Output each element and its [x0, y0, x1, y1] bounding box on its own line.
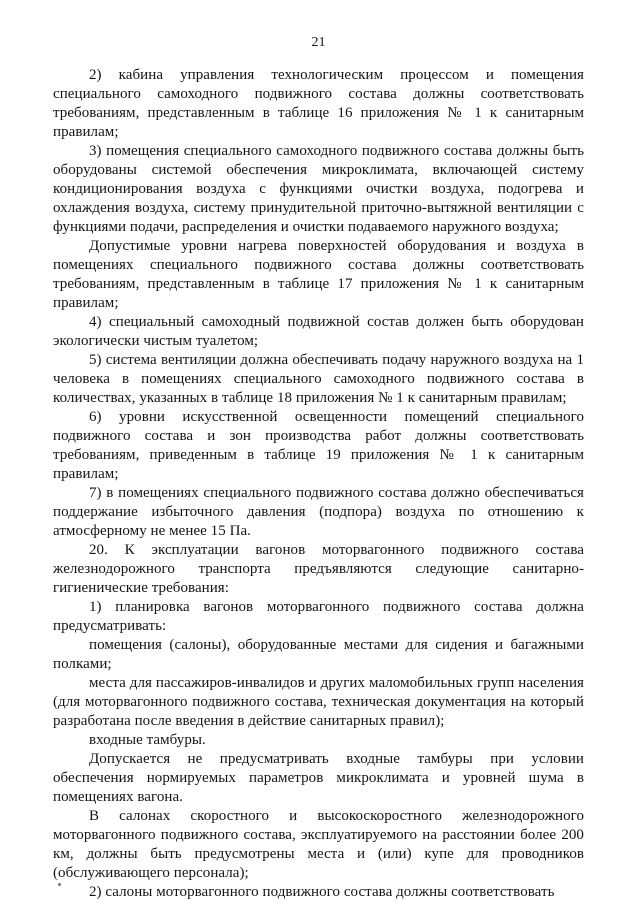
paragraph-item-5-ventilation: 5) система вентиляции должна обеспечивать подачу наружного воздуха на 1 человека в помещениях специального самоходного подвижного состава в количествах, указанных в таблице 18 приложения № 1 к санитарным правилам;	[53, 352, 584, 406]
paragraph-item-7-pressure: 7) в помещениях специального подвижного состава должно обеспечиваться поддержание избыточного давления (подпора) воздуха по отношению к атмосферному не менее 15 Па.	[53, 485, 584, 539]
paragraph-item-3-microclimate: 3) помещения специального самоходного подвижного состава должны быть оборудованы системой обеспечения микроклимата, включающей систему кондиционирования воздуха с функциями очистки воздуха, подогрева и охлаждения воздуха, систему принудительной приточно-вытяжной вентиляции с функциями подачи, распределения и очистки подаваемого наружного воздуха;	[53, 143, 584, 235]
paragraph-20-item-2-salons: 2) салоны моторвагонного подвижного состава должны соответствовать	[89, 884, 555, 900]
page-number: 21	[311, 35, 326, 50]
paragraph-conductor-places: В салонах скоростного и высокоскоростного железнодорожного моторвагонного подвижного состава, эксплуатируемого на расстоянии более 200 км, должны быть предусмотрены места и (или) купе для проводников (обслуживающего персонала);	[53, 808, 584, 881]
paragraph-salons: помещения (салоны), оборудованные местами для сидения и багажными полками;	[53, 637, 584, 672]
paragraph-20-item-1-layout: 1) планировка вагонов моторвагонного подвижного состава должна предусматривать:	[53, 599, 584, 634]
paragraph-disabled-seats: места для пассажиров-инвалидов и других маломобильных групп населения (для моторвагонного подвижного состава, техническая документация на который разработана после введения в действие санитарных правил);	[53, 675, 584, 729]
paragraph-heating-levels: Допустимые уровни нагрева поверхностей оборудования и воздуха в помещениях специального подвижного состава должны соответствовать требованиям, представленным в таблице 17 приложения № 1 к санитарным правилам;	[53, 238, 584, 311]
paragraph-item-2-cabin: 2) кабина управления технологическим процессом и помещения специального самоходного подвижного состава должны соответствовать требованиям, представленным в таблице 16 приложения № 1 к санитарным правилам;	[53, 67, 584, 140]
paragraph-vestibules-exception: Допускается не предусматривать входные тамбуры при условии обеспечения нормируемых параметров микроклимата и уровней шума в помещениях вагона.	[53, 751, 584, 805]
scan-speck-mark	[58, 883, 61, 886]
paragraph-item-6-lighting: 6) уровни искусственной освещенности помещений специального подвижного состава и зон производства работ должны соответствовать требованиям, приведенным в таблице 19 приложения № 1 к санитарным правилам;	[53, 409, 584, 482]
paragraph-section-20: 20. К эксплуатации вагонов моторвагонного подвижного состава железнодорожного транспорта предъявляются следующие санитарно-гигиенические требования:	[53, 542, 584, 596]
paragraph-vestibules: входные тамбуры.	[89, 732, 206, 748]
paragraph-item-4-toilet: 4) специальный самоходный подвижной состав должен быть оборудован экологически чистым туалетом;	[53, 314, 584, 349]
